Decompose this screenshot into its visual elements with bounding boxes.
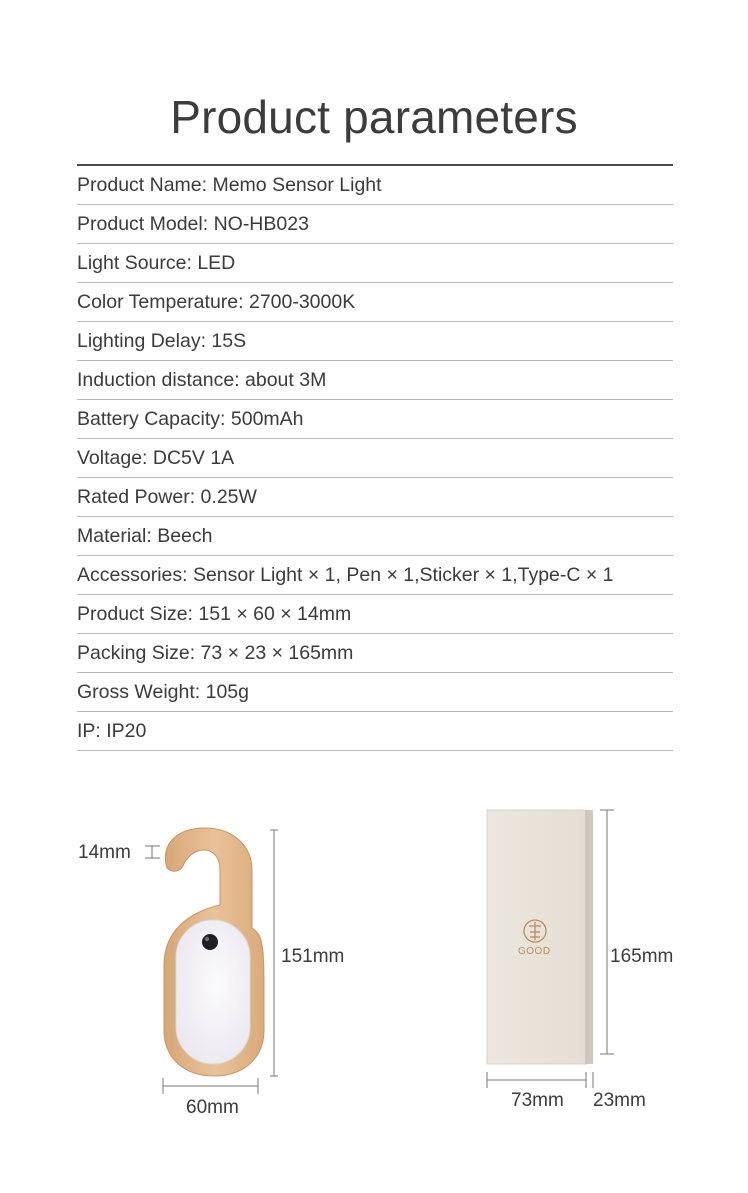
- param-voltage: Voltage: DC5V 1A: [77, 439, 673, 478]
- param-rated-power: Rated Power: 0.25W: [77, 478, 673, 517]
- box-height-label: 165mm: [610, 946, 674, 967]
- box-width-label: 73mm: [511, 1090, 564, 1111]
- param-accessories: Accessories: Sensor Light × 1, Pen × 1,Sticker × 1,Type-C × 1: [77, 556, 673, 595]
- param-ip-rating: IP: IP20: [77, 712, 673, 751]
- box-logo-text: GOOD: [518, 946, 551, 957]
- param-product-name: Product Name: Memo Sensor Light: [77, 166, 673, 205]
- product-width-label: 60mm: [186, 1097, 239, 1118]
- page-title: Product parameters: [170, 91, 578, 143]
- param-induction-distance: Induction distance: about 3M: [77, 361, 673, 400]
- param-color-temperature: Color Temperature: 2700-3000K: [77, 283, 673, 322]
- box-height-dimension-marker: [600, 810, 614, 1054]
- product-height-label: 151mm: [281, 946, 345, 967]
- param-packing-size: Packing Size: 73 × 23 × 165mm: [77, 634, 673, 673]
- param-light-source: Light Source: LED: [77, 244, 673, 283]
- box-depth-label: 23mm: [593, 1090, 646, 1111]
- param-gross-weight: Gross Weight: 105g: [77, 673, 673, 712]
- param-battery-capacity: Battery Capacity: 500mAh: [77, 400, 673, 439]
- param-material: Material: Beech: [77, 517, 673, 556]
- param-product-model: Product Model: NO-HB023: [77, 205, 673, 244]
- product-thickness-label: 14mm: [78, 842, 131, 863]
- param-product-size: Product Size: 151 × 60 × 14mm: [77, 595, 673, 634]
- box-width-dimension-marker: [487, 1072, 593, 1088]
- param-lighting-delay: Lighting Delay: 15S: [77, 322, 673, 361]
